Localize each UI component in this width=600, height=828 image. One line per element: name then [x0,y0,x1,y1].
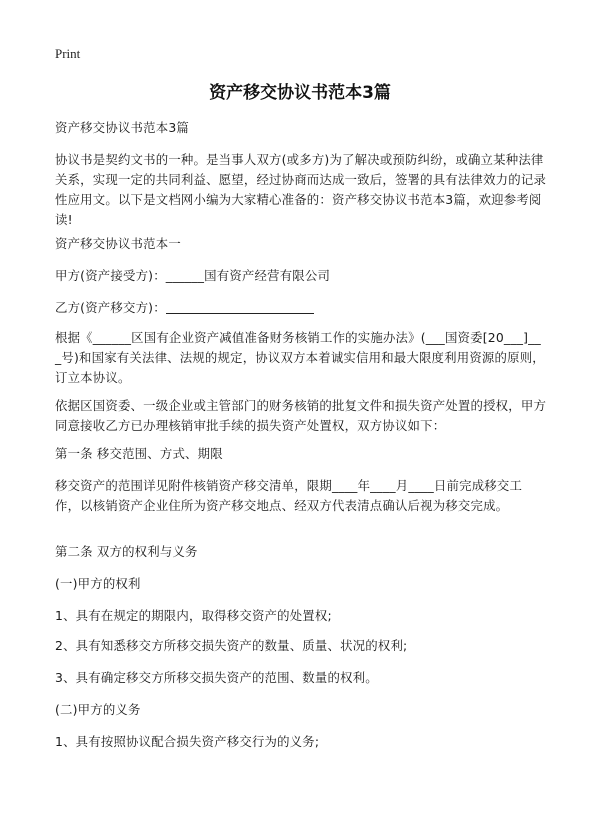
intro-paragraph: 协议书是契约文书的一种。是当事人双方(或多方)为了解决或预防纠纷，或确立某种法律关系，实现一定的共同利益、愿望，经过协商而达成一致后，签署的具有法律效力的记录性应用文。以下是文档网小编为大家精心准备的：资产移交协议书范本3篇，欢迎参考阅读! [55,152,547,227]
article-1-title: 第一条 移交范围、方式、期限 [55,446,223,461]
article-2-title: 第二条 双方的权利与义务 [55,544,198,559]
right-item-1: 1、具有在规定的期限内，取得移交资产的处置权; [55,608,332,623]
party-b-line [55,298,547,318]
article-1-body: 移交资产的范围详见附件核销资产移交清单，限期____年____月____日前完成移交工作，以核销资产企业住所为资产移交地点、经双方代表清点确认后视为移交完成。 [55,478,523,513]
right-item-2: 2、具有知悉移交方所移交损失资产的数量、质量、状况的权利; [55,638,408,653]
party-b-label: 乙方(资产移交方)： [55,300,166,315]
rights-title: (一)甲方的权利 [55,576,141,591]
document-subtitle: 资产移交协议书范本3篇 [55,120,189,135]
right-item-3: 3、具有确定移交方所移交损失资产的范围、数量的权利。 [55,670,378,685]
party-a-line: 甲方(资产接受方)：______国有资产经营有限公司 [55,268,331,283]
party-b-blank [166,299,314,314]
print-link[interactable]: Print [55,46,81,61]
page-title: 资产移交协议书范本3篇 [209,83,391,103]
duty-item-1: 1、具有按照协议配合损失资产移交行为的义务; [55,734,320,749]
duties-title: (二)甲方的义务 [55,702,141,717]
basis-paragraph: 根据《______区国有企业资产减值准备财务核销工作的实施办法》(___国资委[20___]___号)和国家有关法律、法规的规定，协议双方本着诚实信用和最大限度利用资源的原则，订立本协议。 [55,330,545,385]
section-title: 资产移交协议书范本一 [55,236,181,251]
agreement-paragraph: 依据区国资委、一级企业或主管部门的财务核销的批复文件和损失资产处置的授权，甲方同意接收乙方已办理核销审批手续的损失资产处置权，双方协议如下： [55,398,547,433]
